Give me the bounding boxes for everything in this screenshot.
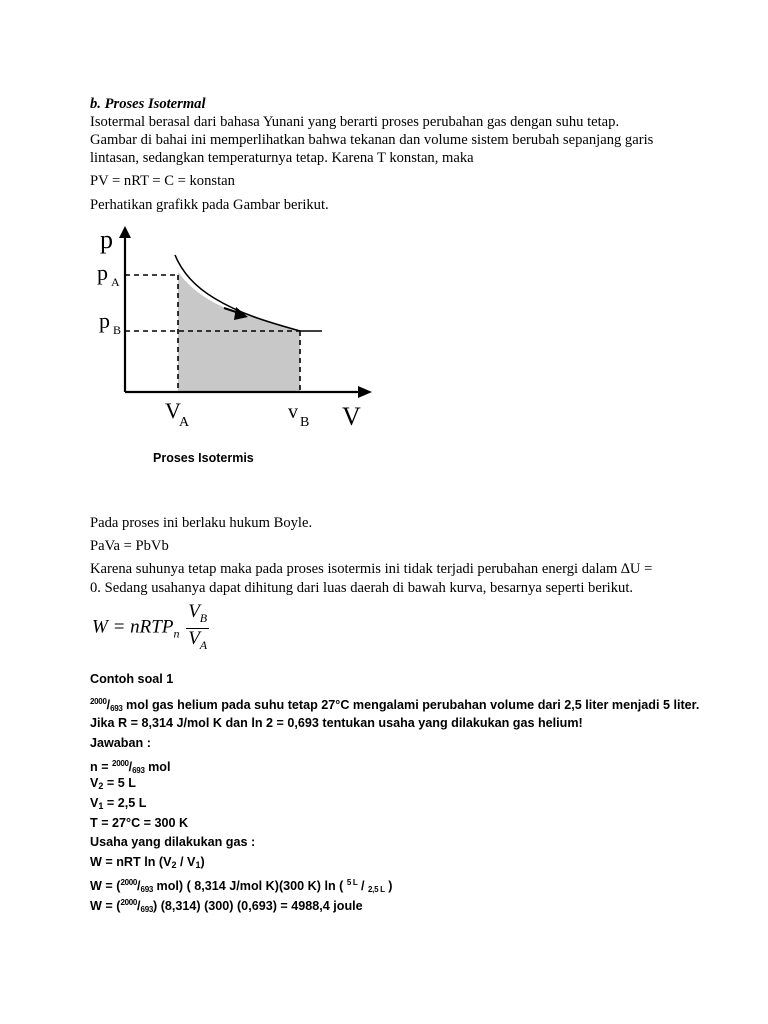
n-prefix: n = <box>90 760 113 774</box>
w2-den: 2,5 L <box>368 885 385 894</box>
fraction-num: 2000 <box>112 759 129 768</box>
v2-sub: 2 <box>98 781 104 791</box>
pb-label: p <box>99 308 110 333</box>
fraction-num: 2000 <box>120 878 138 887</box>
boyle-equation: PaVa = PbVb <box>90 538 169 554</box>
w1-c: ) <box>200 855 205 869</box>
example-question-line-2: Jika R = 8,314 J/mol K dan ln 2 = 0,693 tentukan usaha yang dilakukan gas helium! <box>90 716 583 730</box>
w1-sub1: 1 <box>195 860 201 870</box>
fraction-num: 2000 <box>90 697 107 706</box>
p-axis-label: p <box>100 225 113 254</box>
work-formula-lhs-sub: n <box>173 626 180 641</box>
work-formula-lhs: W = nRTP <box>92 616 174 638</box>
work-line-2: W = ($^{2000}$/693 mol) ( 8,314 J/mol K)(300 K) ln ( $^{5 L}$ / 2,5 L ) <box>90 878 393 894</box>
work-line-3: W = ($^{2000}$/693) (8,314) (300) (0,693) = 4988,4 joule <box>90 898 363 914</box>
v1-sub: 1 <box>98 801 104 811</box>
fraction-denominator: V <box>188 627 200 649</box>
w2-c: ) <box>384 879 393 893</box>
w1-sub2: 2 <box>171 860 177 870</box>
fraction-denominator-sub: A <box>199 637 208 652</box>
w2-num: 5 L <box>346 878 358 887</box>
pa-label: p <box>97 260 108 285</box>
work-label: Usaha yang dilakukan gas : <box>90 835 256 849</box>
p-axis-arrowhead <box>119 226 131 238</box>
fraction-num: 2000 <box>120 898 138 907</box>
section-heading: b. Proses Isotermal <box>90 96 206 112</box>
work-formula <box>92 602 209 655</box>
pa-label-sub: A <box>111 275 120 289</box>
question-text: mol gas helium pada suhu tetap 27°C mengalami perubahan volume dari 2,5 liter menjadi 5 liter. <box>122 698 700 712</box>
v2-symbol: V <box>90 776 99 790</box>
fraction-den: 693 <box>140 885 153 894</box>
boyle-line: Pada proses ini berlaku hukum Boyle. <box>90 515 313 531</box>
w1-a: W = nRT ln (V <box>90 855 172 869</box>
v1-value: = 2,5 L <box>103 796 147 810</box>
va-label-sub: A <box>179 415 190 430</box>
boyle-para-line-1: Karena suhunya tetap maka pada proses isotermis ini tidak terjadi perubahan energi dalam ∆U = <box>90 561 653 577</box>
fraction-den: 693 <box>132 766 145 775</box>
w2-mid: / <box>357 879 369 893</box>
answer-n: n = $^{2000}$/693 mol <box>90 759 171 775</box>
fraction-numerator: V <box>188 601 200 622</box>
va-label: V <box>165 398 181 423</box>
pb-label-sub: B <box>113 323 122 337</box>
v1-symbol: V <box>90 796 99 810</box>
boyle-para-line-2: 0. Sedang usahanya dapat dihitung dari luas daerah di bawah kurva, besarnya seperti berikut. <box>90 580 634 596</box>
w2-a: W = ( <box>90 879 121 893</box>
n-suffix: mol <box>144 760 171 774</box>
fraction-numerator-sub: B <box>199 610 208 625</box>
work-area-shading <box>178 272 300 392</box>
example-title: Contoh soal 1 <box>90 672 174 686</box>
w2-b: mol) ( 8,314 J/mol K)(300 K) ln ( <box>153 879 347 893</box>
answer-label: Jawaban : <box>90 736 151 750</box>
intro-line-3: lintasan, sedangkan temperaturnya tetap. Karena T konstan, maka <box>90 150 474 166</box>
answer-t: T = 27°C = 300 K <box>90 816 189 830</box>
intro-line-2: Gambar di bahai ini memperlihatkan bahwa tekanan dan volume sistem berubah sepanjang garis <box>90 132 654 148</box>
work-formula-fraction <box>186 602 209 655</box>
w3-a: W = ( <box>90 899 121 913</box>
vb-label-sub: B <box>300 415 310 430</box>
figure-caption: Proses Isotermis <box>153 451 254 465</box>
w3-b: ) (8,314) (300) (0,693) = 4988,4 joule <box>153 899 363 913</box>
intro-line-1: Isotermal berasal dari bahasa Yunani yang berarti proses perubahan gas dengan suhu tetap. <box>90 114 620 130</box>
fraction-den: 693 <box>140 905 153 914</box>
example-question-line-1: $^{2000}$/693 mol gas helium pada suhu tetap 27°C mengalami perubahan volume dari 2,5 liter menjadi 5 liter. <box>90 697 700 713</box>
w1-b: / V <box>176 855 196 869</box>
graph-intro: Perhatikan grafikk pada Gambar berikut. <box>90 197 329 213</box>
v-axis-label: V <box>342 402 361 431</box>
isothermal-pv-diagram <box>90 222 390 437</box>
fraction-den: 693 <box>110 704 123 713</box>
v2-value: = 5 L <box>103 776 136 790</box>
v-axis-arrowhead <box>358 386 372 398</box>
equation-ideal-gas: PV = nRT = C = konstan <box>90 173 235 189</box>
vb-label: v <box>288 401 298 423</box>
